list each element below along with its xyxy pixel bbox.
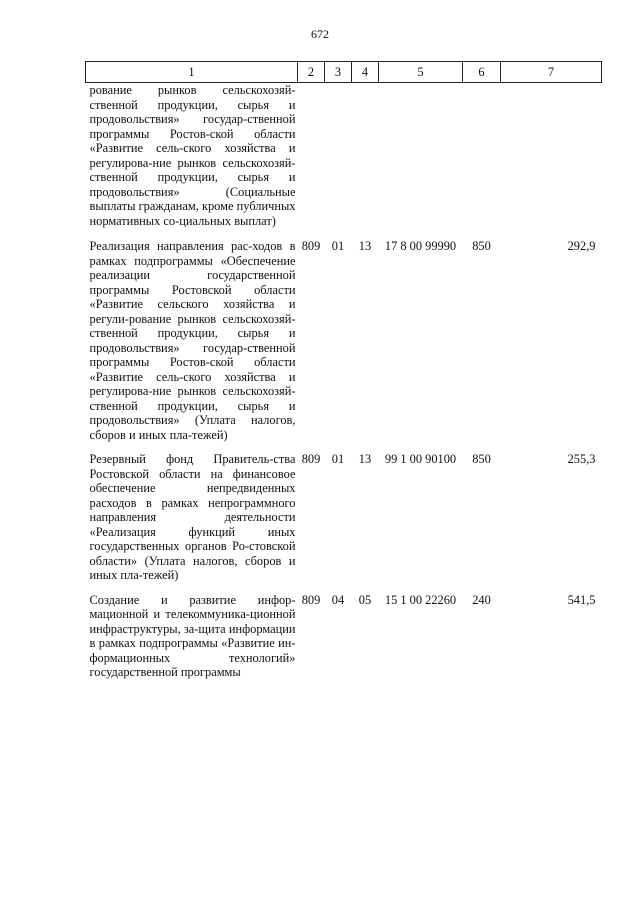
row-description: рование рынков сельскохозяй-ственной продукции, сырья и продовольствия» государ-ственной программы Ростов-ской области «Развитие сель-ского хозяйства и регулирова-ние рынков сельскохозяй-ственной продукции, сырья и продовольствия» (Социальные выплаты гражданам, кроме публичных нормативных со-циальных выплат) <box>89 83 296 228</box>
row-expense-type <box>463 83 501 235</box>
page-number: 672 <box>311 27 329 41</box>
row-amount: 541,5 <box>567 592 596 607</box>
row-subsection-code <box>352 83 379 235</box>
budget-table <box>85 61 602 685</box>
row-ministry-code <box>298 83 325 235</box>
row-section-code <box>325 83 352 235</box>
row-description: Создание и развитие инфор-мационной и телекоммуника-ционной инфраструктуры, за-щита информации в рамках подпрограммы «Развитие ин-формационных технологий» государственной программы <box>89 592 296 679</box>
row-subsection-code: 13 <box>358 452 372 466</box>
row-section-code: 01 <box>331 239 345 253</box>
row-section-code: 01 <box>331 452 345 466</box>
header-col-1: 1 <box>86 62 298 83</box>
row-description: Реализация направления рас-ходов в рамках подпрограммы «Обеспечение реализации государственной программы Ростовской области «Развитие сельского хозяйства и регули-рование рынков сельскохозяй-ственной продукции, сырья и продовольствия» государ-ственной программы Ростов-ской области «Развитие сель-ского хозяйства и регулирова-ние рынков сельскохозяй-ственной продукции, сырья и продовольствия» (Уплата налогов, сборов и иных пла-тежей) <box>89 239 296 442</box>
row-subsection-code: 13 <box>358 239 372 253</box>
table-row <box>86 83 602 235</box>
row-ministry-code: 809 <box>301 452 321 466</box>
header-col-3: 3 <box>325 62 352 83</box>
row-subsection-code: 05 <box>358 592 372 607</box>
row-description: Резервный фонд Правитель-ства Ростовской области на финансовое обеспечение непредвиденных расходов в рамках непрограммного направления деятельности «Реализация функций иных государственных органов Ро-стовской области» (Уплата налогов, сборов и иных пла-тежей) <box>89 452 296 582</box>
row-target-code <box>379 83 463 235</box>
header-col-5: 5 <box>379 62 463 83</box>
row-amount: 255,3 <box>567 452 596 466</box>
row-expense-type: 850 <box>472 452 491 466</box>
row-expense-type: 850 <box>472 239 491 253</box>
row-target-code: 15 1 00 22260 <box>384 592 457 607</box>
header-col-6: 6 <box>463 62 501 83</box>
row-target-code: 17 8 00 99990 <box>384 239 457 253</box>
header-col-7: 7 <box>501 62 602 83</box>
row-ministry-code: 809 <box>301 592 321 607</box>
table-row <box>86 234 602 447</box>
row-ministry-code: 809 <box>301 239 321 253</box>
table-row <box>86 588 602 685</box>
row-section-code: 04 <box>331 592 345 607</box>
row-amount <box>501 83 602 235</box>
row-expense-type: 240 <box>472 592 491 607</box>
row-target-code: 99 1 00 90100 <box>384 452 457 466</box>
header-col-2: 2 <box>298 62 325 83</box>
table-header <box>86 62 602 83</box>
row-amount: 292,9 <box>567 239 596 253</box>
header-col-4: 4 <box>352 62 379 83</box>
table-row <box>86 447 602 588</box>
